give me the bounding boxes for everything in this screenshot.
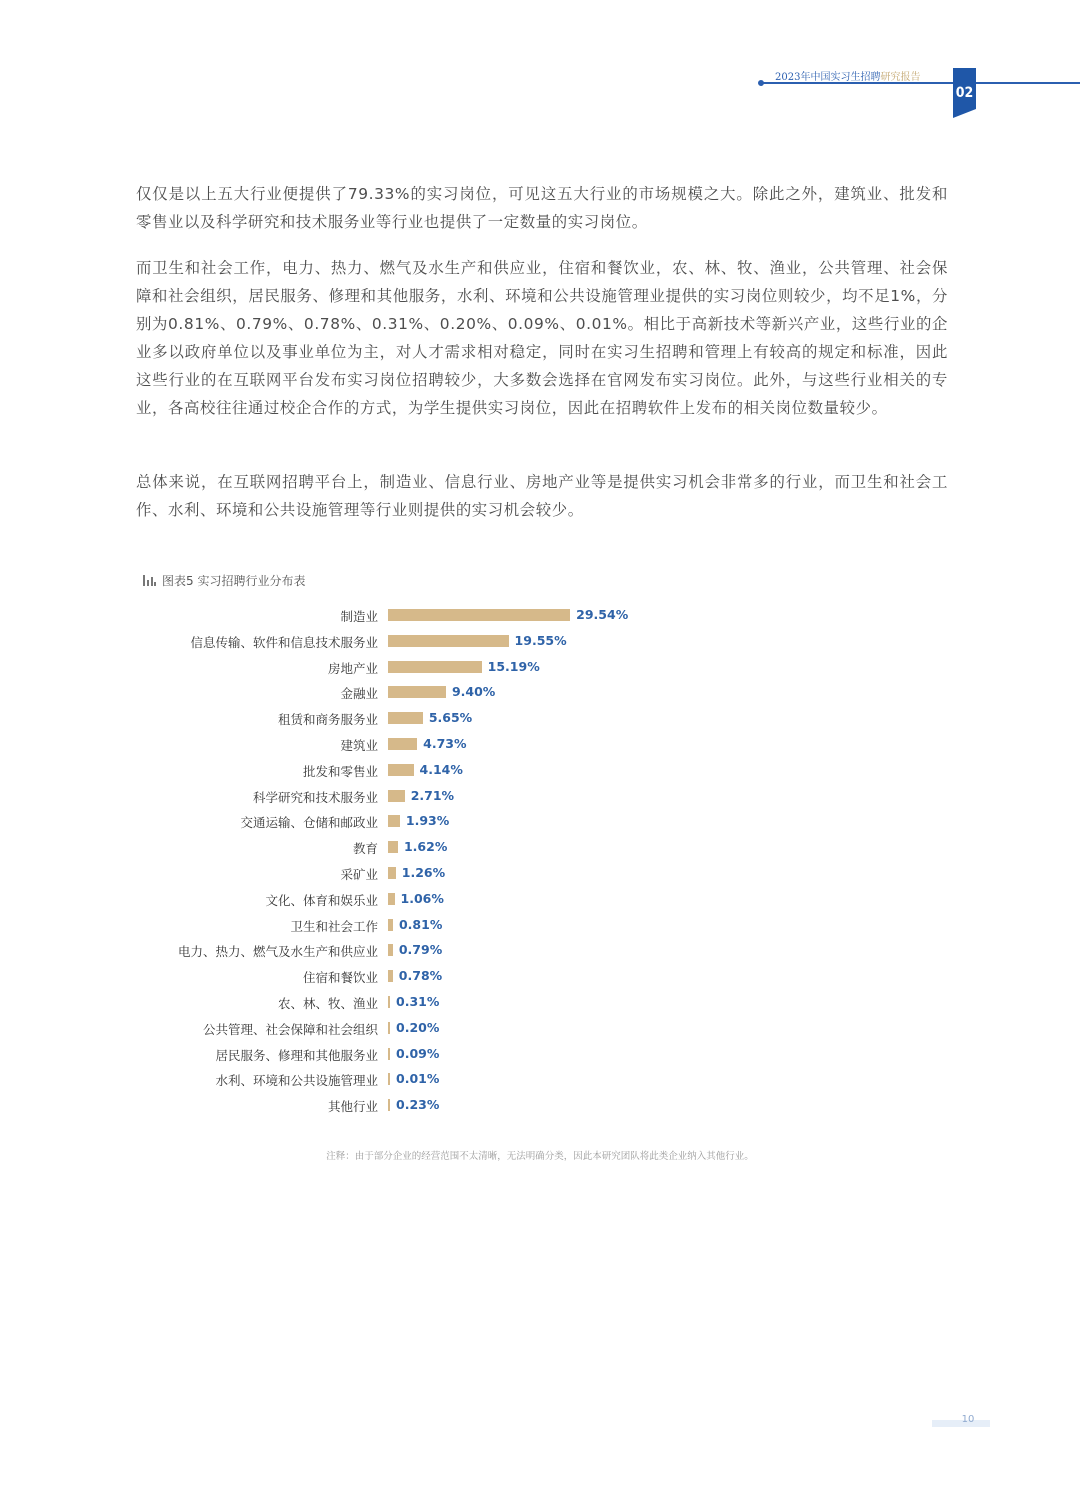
bar	[388, 919, 393, 931]
category-label: 电力、热力、燃气及水生产和供应业	[177, 944, 378, 960]
bar-chart-icon	[143, 575, 156, 586]
value-label: 0.79%	[398, 942, 443, 958]
report-title	[775, 68, 920, 83]
bar	[388, 1022, 390, 1034]
category-label: 农、林、牧、渔业	[277, 996, 378, 1011]
report-title-main: 2023年中国实习生招聘	[775, 72, 881, 83]
bar	[388, 764, 414, 776]
value-label: 19.55%	[514, 632, 567, 648]
report-title-gold: 研究报告	[880, 72, 921, 83]
bar	[388, 609, 570, 621]
value-label: 1.62%	[403, 839, 448, 855]
value-label: 4.73%	[423, 736, 467, 751]
category-label: 科学研究和技术服务业	[252, 789, 378, 805]
bar	[388, 1048, 390, 1060]
paragraph-2: 而卫生和社会工作，电力、热力、燃气及水生产和供应业，住宿和餐饮业，农、林、牧、渔业，公共管理、社会保障和社会组织，居民服务、修理和其他服务，水利、环境和公共设施管理业提供的实习岗位则较少，均不足1%，分别为0.81%、0.79%、0.78%、0.31%、0.20%、0.09%、0.01%。相比于高新技术等新兴产业，这些行业的企业多以政府单位以及事业单位为主，对人才需求相对稳定，同时在实习生招聘和管理上有较高的规定和标准，因此这些行业的在互联网平台发布实习岗位招聘较少，大多数会选择在官网发布实习岗位。此外，与这些行业相关的专业，各高校往往通过校企合作的方式，为学生提供实习岗位，因此在招聘软件上发布的相关岗位数量较少。	[136, 259, 948, 417]
value-label: 0.09%	[396, 1045, 440, 1061]
bar	[388, 790, 405, 802]
category-label: 房地产业	[327, 660, 378, 676]
category-label: 建筑业	[340, 738, 378, 753]
value-label: 0.78%	[398, 968, 443, 984]
category-label: 教育	[352, 841, 378, 857]
category-label: 采矿业	[340, 867, 378, 882]
chart-caption-text: 图表5 实习招聘行业分布表	[162, 574, 306, 588]
category-label: 其他行业	[327, 1099, 378, 1115]
value-label: 0.20%	[396, 1019, 440, 1035]
industry-bar-chart	[0, 600, 1080, 1120]
bar	[388, 893, 395, 905]
bar	[388, 1073, 390, 1085]
category-label: 公共管理、社会保障和社会组织	[202, 1021, 378, 1037]
bar	[388, 815, 400, 827]
chart-note: 注释：由于部分企业的经营范围不太清晰，无法明确分类，因此本研究团队将此类企业纳入其他行业。	[326, 1151, 754, 1162]
category-label: 文化、体育和娱乐业	[265, 892, 378, 908]
category-label: 金融业	[340, 686, 378, 702]
category-label: 批发和零售业	[302, 763, 378, 779]
category-label: 卫生和社会工作	[290, 918, 378, 934]
category-label: 制造业	[340, 609, 378, 624]
paragraph-1: 仅仅是以上五大行业便提供了79.33%的实习岗位，可见这五大行业的市场规模之大。除此之外，建筑业、批发和零售业以及科学研究和技术服务业等行业也提供了一定数量的实习岗位。	[136, 185, 948, 231]
value-label: 0.23%	[396, 1097, 440, 1113]
value-label: 0.01%	[396, 1071, 440, 1087]
category-label: 交通运输、仓储和邮政业	[240, 815, 378, 831]
bar	[388, 996, 390, 1008]
category-label: 水利、环境和公共设施管理业	[215, 1073, 378, 1089]
category-label: 租赁和商务服务业	[277, 712, 378, 728]
category-label: 居民服务、修理和其他服务业	[215, 1047, 378, 1063]
value-label: 2.71%	[410, 787, 455, 803]
bar	[388, 686, 446, 698]
value-label: 0.31%	[396, 994, 440, 1009]
bar	[388, 970, 393, 982]
value-label: 4.14%	[419, 761, 463, 777]
category-label: 信息传输、软件和信息技术服务业	[190, 634, 378, 650]
bar	[388, 841, 398, 853]
bar	[388, 635, 509, 647]
bar	[388, 944, 393, 956]
value-label: 1.26%	[401, 865, 446, 880]
value-label: 5.65%	[428, 710, 473, 726]
value-label: 29.54%	[576, 607, 629, 622]
paragraph-3: 总体来说，在互联网招聘平台上，制造业、信息行业、房地产业等是提供实习机会非常多的行业，而卫生和社会工作、水利、环境和公共设施管理等行业则提供的实习机会较少。	[136, 473, 948, 519]
chart-caption	[143, 572, 305, 589]
value-label: 15.19%	[487, 658, 540, 674]
value-label: 9.40%	[451, 684, 496, 700]
value-label: 1.06%	[400, 890, 444, 906]
bar	[388, 712, 423, 724]
bar	[388, 738, 417, 750]
value-label: 0.81%	[398, 916, 443, 932]
value-label: 1.93%	[405, 813, 450, 829]
category-label: 住宿和餐饮业	[302, 970, 378, 986]
page-number: 10	[961, 1414, 975, 1425]
bar	[388, 867, 396, 879]
bar	[388, 661, 482, 673]
chapter-number: 02	[955, 85, 974, 101]
bar	[388, 1099, 390, 1111]
